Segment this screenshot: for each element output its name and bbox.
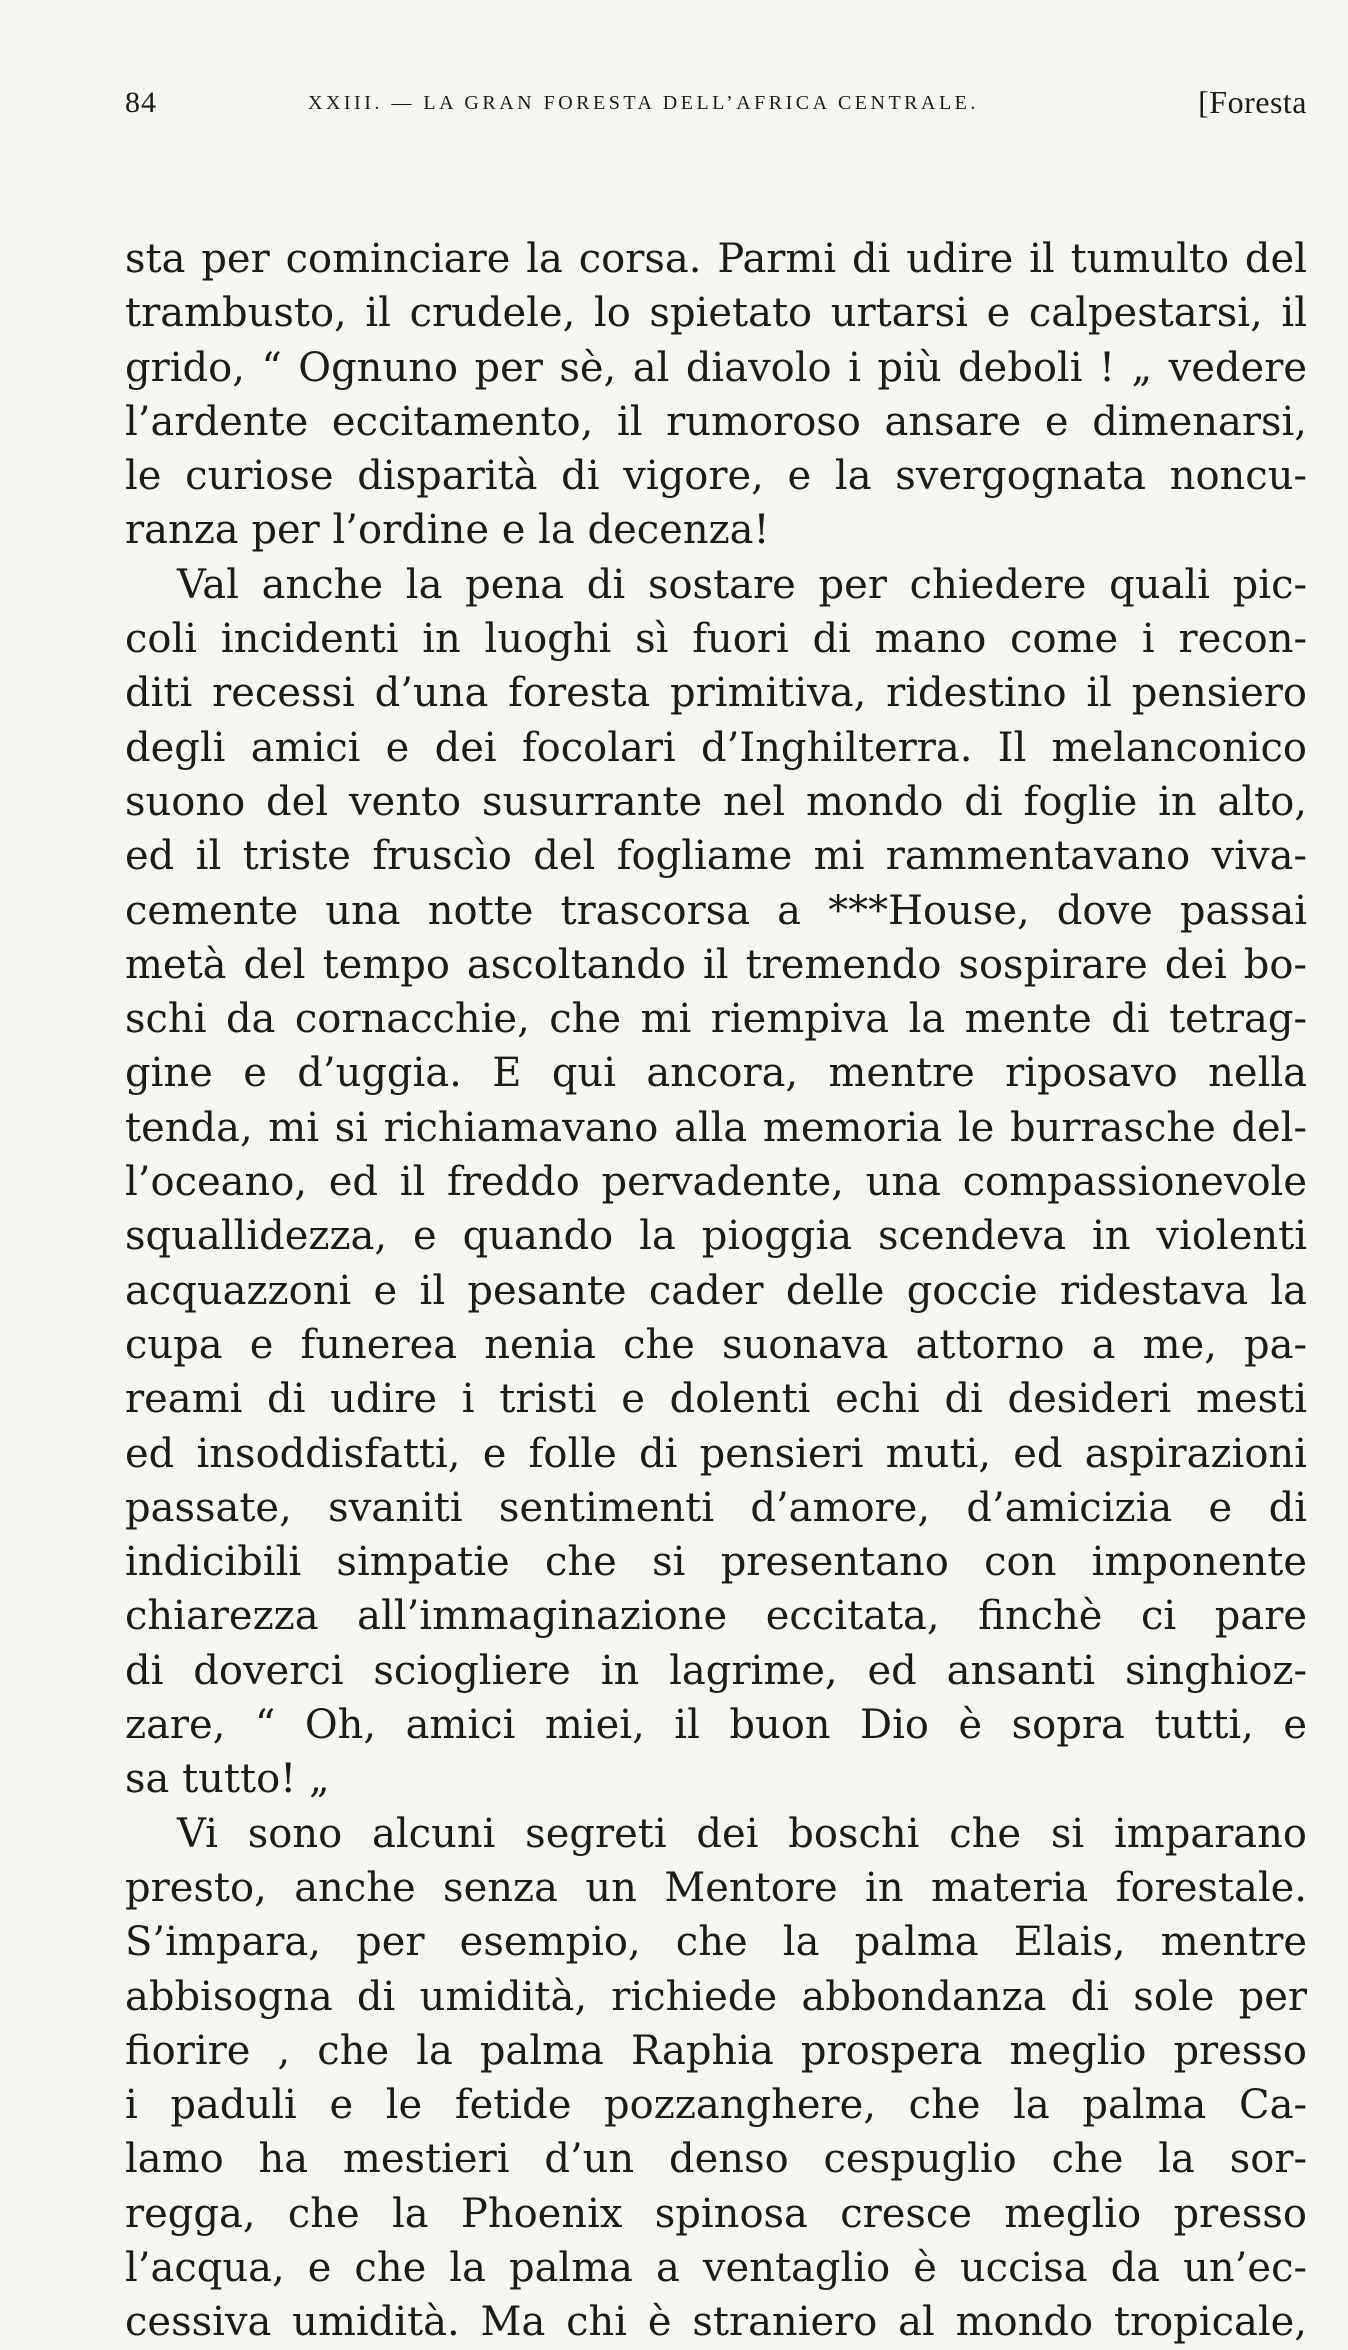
text-line: reami di udire i tristi e dolenti echi di desideri mesti [125, 1376, 1307, 1423]
text-line: Vi sono alcuni segreti dei boschi che si imparano [177, 1810, 1307, 1857]
text-line: chiarezza all’immaginazione eccitata, finchè ci pare [125, 1593, 1307, 1640]
text-line: trambusto, il crudele, lo spietato urtarsi e calpestarsi, il [125, 290, 1307, 337]
page-number: 84 [125, 86, 157, 119]
paragraph-2 [125, 558, 1307, 1807]
text-line: ranza per l’ordine e la decenza! [125, 507, 770, 554]
page-header [125, 82, 1307, 132]
text-line: acquazzoni e il pesante cader delle goccie ridestava la [125, 1267, 1307, 1314]
body-text [125, 232, 1307, 2350]
text-line: degli amici e dei focolari d’Inghilterra. Il melanconico [125, 724, 1307, 771]
text-line: ed il triste fruscìo del fogliame mi rammentavano viva- [125, 833, 1307, 880]
text-line: tenda, mi si richiamavano alla memoria le burrasche del- [125, 1104, 1307, 1151]
text-line: suono del vento susurrante nel mondo di foglie in alto, [125, 778, 1307, 825]
paragraph-3 [125, 1807, 1307, 2350]
text-line: cemente una notte trascorsa a ***House, dove passai [125, 887, 1307, 934]
text-line: sta per cominciare la corsa. Parmi di udire il tumulto del [125, 236, 1307, 282]
text-line: di doverci sciogliere in lagrime, ed ansanti singhioz- [125, 1647, 1307, 1694]
text-line: abbisogna di umidità, richiede abbondanza di sole per [125, 1973, 1307, 2020]
text-line: schi da cornacchie, che mi riempiva la mente di tetrag- [125, 996, 1307, 1043]
text-line: indicibili simpatie che si presentano con imponente [125, 1539, 1307, 1586]
text-line: squallidezza, e quando la pioggia scendeva in violenti [125, 1213, 1307, 1260]
text-line: gine e d’uggia. E qui ancora, mentre riposavo nella [125, 1050, 1307, 1097]
text-line: cessiva umidità. Ma chi è straniero al mondo tropicale, [125, 2299, 1307, 2346]
text-line: diti recessi d’una foresta primitiva, ridestino il pensiero [125, 670, 1307, 717]
text-line: coli incidenti in luoghi sì fuori di mano come i recon- [125, 616, 1307, 663]
text-line: l’acqua, e che la palma a ventaglio è uccisa da un’ec- [125, 2244, 1307, 2291]
text-line: ed insoddisfatti, e folle di pensieri muti, ed aspirazioni [125, 1430, 1307, 1477]
section-mark: [Foresta [1198, 84, 1307, 120]
text-line: metà del tempo ascoltando il tremendo sospirare dei bo- [125, 941, 1307, 988]
text-line: zare, “ Oh, amici miei, il buon Dio è sopra tutti, e [125, 1702, 1307, 1749]
text-line: cupa e funerea nenia che suonava attorno a me, pa- [125, 1321, 1307, 1368]
text-line: sa tutto! „ [125, 1756, 330, 1803]
text-line: le curiose disparità di vigore, e la svergognata noncu- [125, 453, 1307, 500]
text-line: regga, che la Phoenix spinosa cresce meglio presso [125, 2190, 1307, 2237]
text-line: grido, “ Ognuno per sè, al diavolo i più deboli ! „ vedere [125, 344, 1307, 391]
text-line: fiorire , che la palma Raphia prospera meglio presso [125, 2027, 1307, 2074]
text-line: passate, svaniti sentimenti d’amore, d’amicizia e di [125, 1484, 1307, 1531]
paragraph-1 [125, 232, 1307, 558]
text-line: S’impara, per esempio, che la palma Elais, mentre [125, 1919, 1307, 1966]
text-line: presto, anche senza un Mentore in materia forestale. [125, 1864, 1307, 1911]
running-title: XXIII. — LA GRAN FORESTA DELL’AFRICA CENTRALE. [308, 92, 979, 114]
text-line: l’oceano, ed il freddo pervadente, una compassionevole [125, 1159, 1307, 1206]
text-line: Val anche la pena di sostare per chiedere quali pic- [177, 561, 1307, 608]
text-line: lamo ha mestieri d’un denso cespuglio che la sor- [125, 2136, 1307, 2183]
text-line: l’ardente eccitamento, il rumoroso ansare e dimenarsi, [125, 398, 1307, 445]
text-line: i paduli e le fetide pozzanghere, che la palma Ca- [125, 2082, 1307, 2129]
